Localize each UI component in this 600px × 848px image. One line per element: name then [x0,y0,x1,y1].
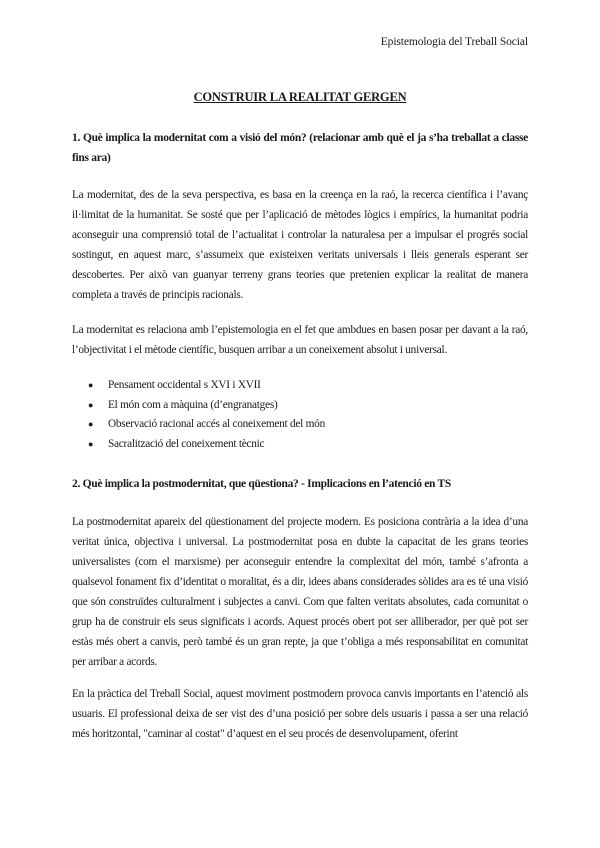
bullet-icon: ● [88,380,94,390]
running-header: Epistemologia del Treball Social [380,36,528,48]
bullet-item [72,415,528,435]
section-1-bullet-list [72,376,528,454]
section-2-paragraph-2: En la pràctica del Treball Social, aquest moviment postmodern provoca canvis importants en l’atenció als usuaris. El professional deixa de ser vist des d’una posició per sobre dels usuaris i passa a ser una relació més horitzontal, "caminar al costat" d’aquest en el seu procés de desenvolupament, oferint [72,688,528,740]
bullet-text: Pensament occidental s XVI i XVII [108,379,261,391]
section-2-paragraph-2-block [72,684,528,744]
bullet-item [72,435,528,455]
section-2-paragraph-1: La postmodernitat apareix del qüestionament del projecte modern. Es posiciona contrària a la idea d’una veritat única, objectiva i universal. La postmodernitat posa en dubte la capacitat de les grans teories universalistes (com el marxisme) per aconseguir entendre la complexitat del món, també s’afronta a qualsevol fonament fix d’identitat o moralitat, és a dir, idees abans considerades sòlides ara es té una visió que són construïdes culturalment i subjectes a canvi. Com que falten veritats absolutes, cada comunitat o grup ha de construir els seus significats i acords. Aquest procés obert pot ser alliberador, per què pot ser estàs més obert a canvis, però també és un gran repte, ja que t’obliga a més responsabilitat en comunitat per arribar a acords. [72,516,528,668]
section-1-question-block [72,128,528,168]
section-1-question: 1. Què implica la modernitat com a visió del món? (relacionar amb què el ja s’ha treballat a classe fins ara) [72,132,528,164]
bullet-item [72,376,528,396]
bullet-item [72,396,528,416]
section-1-paragraph-1-block [72,185,528,305]
section-2-question-block [72,474,528,494]
section-1-paragraph-2: La modernitat es relaciona amb l’epistemologia en el fet que ambdues en basen posar per davant a la raó, l’objectivitat i el mètode científic, busquen arribar a un coneixement absolut i universal. [72,324,528,356]
section-2-paragraph-1-block [72,512,528,672]
section-1-paragraph-1: La modernitat, des de la seva perspectiva, es basa en la creença en la raó, la recerca científica i l’avanç il·limitat de la humanitat. Se sosté que per l’aplicació de mètodes lògics i empírics, la humanitat podria aconseguir una comprensió total de l’actualitat i controlar la naturalesa per a impulsar el progrés social sostingut, en aquest marc, s’assumeix que existeixen veritats universals i lleis generals esperant ser descobertes. Per això van guanyar terreny grans teories que pretenien explicar la realitat de manera completa a través de principis racionals. [72,189,528,301]
document-title: CONSTRUIR LA REALITAT GERGEN [193,90,407,104]
bullet-icon: ● [88,419,94,429]
bullet-text: Observació racional accés al coneixement del món [108,418,325,430]
section-2-question: 2. Què implica la postmodernitat, que qüestiona? - Implicacions en l’atenció en TS [72,478,451,490]
bullet-icon: ● [88,399,94,410]
section-1-paragraph-2-block [72,320,528,360]
bullet-text: Sacralització del coneixement tècnic [108,437,265,450]
bullet-text: El món com a màquina (d’engranatges) [108,398,278,411]
bullet-icon: ● [88,438,94,449]
